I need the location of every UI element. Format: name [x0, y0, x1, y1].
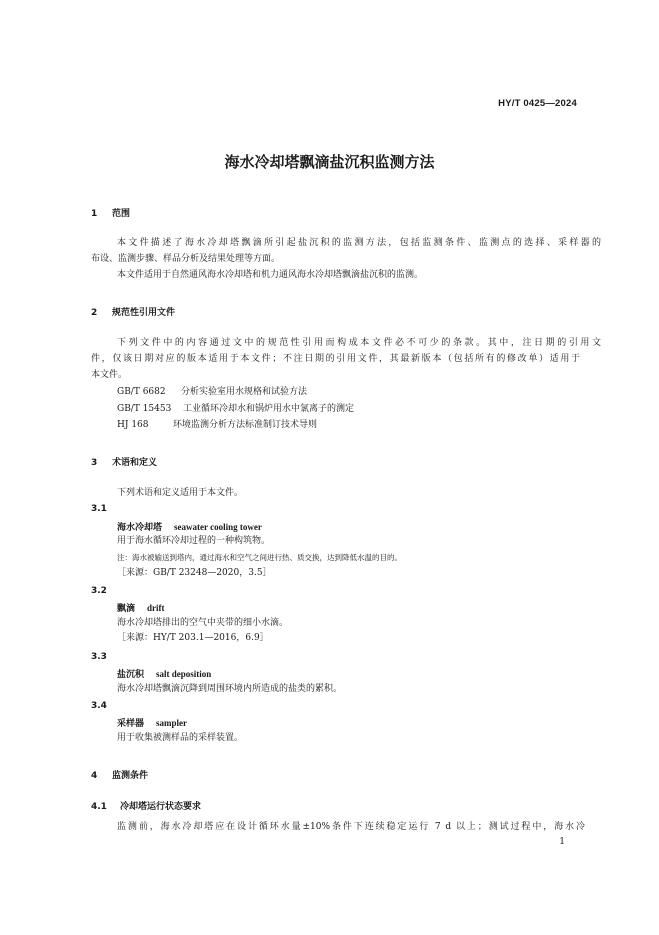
normative-paragraph-line-2: 件，仅该日期对应的版本适用于本文件；不注日期的引用文件，其最新版本（包括所有的修改单）适用于 [91, 354, 580, 364]
term-number: 3.3 [91, 652, 107, 662]
reference-title: 工业循环冷却水和锅炉用水中氯离子的测定 [183, 404, 355, 414]
normative-paragraph-line-3: 本文件。 [91, 370, 128, 380]
term-heading [117, 520, 262, 533]
scope-paragraph-1-line-1: 本文件描述了海水冷却塔飘滴所引起盐沉积的监测方法，包括监测条件、监测点的选择、采样器的 [117, 238, 601, 248]
term-definition: 用于收集被测样品的采样装置。 [117, 733, 244, 743]
reference-item [117, 403, 354, 416]
section-1-title: 范围 [112, 209, 131, 219]
section-3-heading [91, 455, 157, 468]
term-en: salt deposition [156, 669, 212, 679]
reference-code: GB/T 15453 [117, 404, 172, 414]
section-4-heading [91, 768, 148, 781]
section-1-heading [91, 206, 130, 219]
term-note: 注：海水被输送到塔内，通过海水和空气之间进行热、质交换，达到降低水温的目的。 [117, 553, 402, 562]
term-definition: 海水冷却塔飘滴沉降到周围环境内所造成的盐类的累积。 [117, 684, 343, 694]
section-2-title: 规范性引用文件 [112, 308, 176, 318]
term-number: 3.2 [91, 586, 107, 596]
scope-paragraph-2: 本文件适用于自然通风海水冷却塔和机力通风海水冷却塔飘滴盐沉积的监测。 [117, 270, 424, 280]
section-2-number: 2 [91, 308, 98, 318]
operation-requirement-line-1: 监测前，海水冷却塔应在设计循环水量±10%条件下连续稳定运行 7 d 以上；测试过程中，海水冷 [117, 822, 585, 832]
reference-title: 环境监测分析方法标准制订技术导则 [173, 420, 318, 430]
term-heading [117, 716, 187, 729]
term-zh: 采样器 [117, 719, 145, 729]
reference-code: GB/T 6682 [117, 387, 166, 397]
section-1-number: 1 [91, 209, 98, 219]
term-number: 3.4 [91, 701, 107, 711]
normative-paragraph-line-1: 下列文件中的内容通过文中的规范性引用而构成本文件必不可少的条款。其中，注日期的引用文 [117, 338, 601, 348]
reference-title: 分析实验室用水规格和试验方法 [181, 387, 308, 397]
section-3-number: 3 [91, 458, 98, 468]
term-heading [117, 601, 165, 614]
section-4-number: 4 [91, 771, 98, 781]
term-heading [117, 667, 211, 680]
term-zh: 海水冷却塔 [117, 523, 163, 533]
scope-paragraph-1-line-2: 布设、监测步骤、样品分析及结果处理等方面。 [91, 254, 281, 264]
term-en: drift [147, 603, 165, 613]
term-number: 3.1 [91, 504, 107, 514]
page-number: 1 [559, 837, 565, 847]
term-source: ［来源：HY/T 203.1—2016，6.9］ [117, 633, 269, 643]
section-4-title: 监测条件 [112, 771, 149, 781]
term-en: seawater cooling tower [174, 522, 262, 532]
reference-item [117, 386, 307, 399]
term-en: sampler [156, 718, 188, 728]
subsection-4-1-title: 冷却塔运行状态要求 [120, 802, 202, 812]
section-3-title: 术语和定义 [112, 458, 158, 468]
subsection-4-1-number: 4.1 [91, 802, 107, 812]
section-2-heading [91, 305, 175, 318]
reference-code: HJ 168 [117, 420, 149, 430]
standard-number: HY/T 0425—2024 [498, 98, 577, 109]
document-title: 海水冷却塔飘滴盐沉积监测方法 [224, 153, 435, 171]
subsection-4-1-heading [91, 799, 201, 812]
term-zh: 盐沉积 [117, 670, 145, 680]
term-zh: 飘滴 [117, 604, 136, 614]
term-definition: 海水冷却塔排出的空气中夹带的细小水滴。 [117, 618, 289, 628]
reference-item [117, 419, 317, 432]
terms-intro: 下列术语和定义适用于本文件。 [117, 488, 244, 498]
term-definition: 用于海水循环冷却过程的一种构筑物。 [117, 536, 271, 546]
term-source: ［来源：GB/T 23248—2020，3.5］ [117, 568, 272, 578]
